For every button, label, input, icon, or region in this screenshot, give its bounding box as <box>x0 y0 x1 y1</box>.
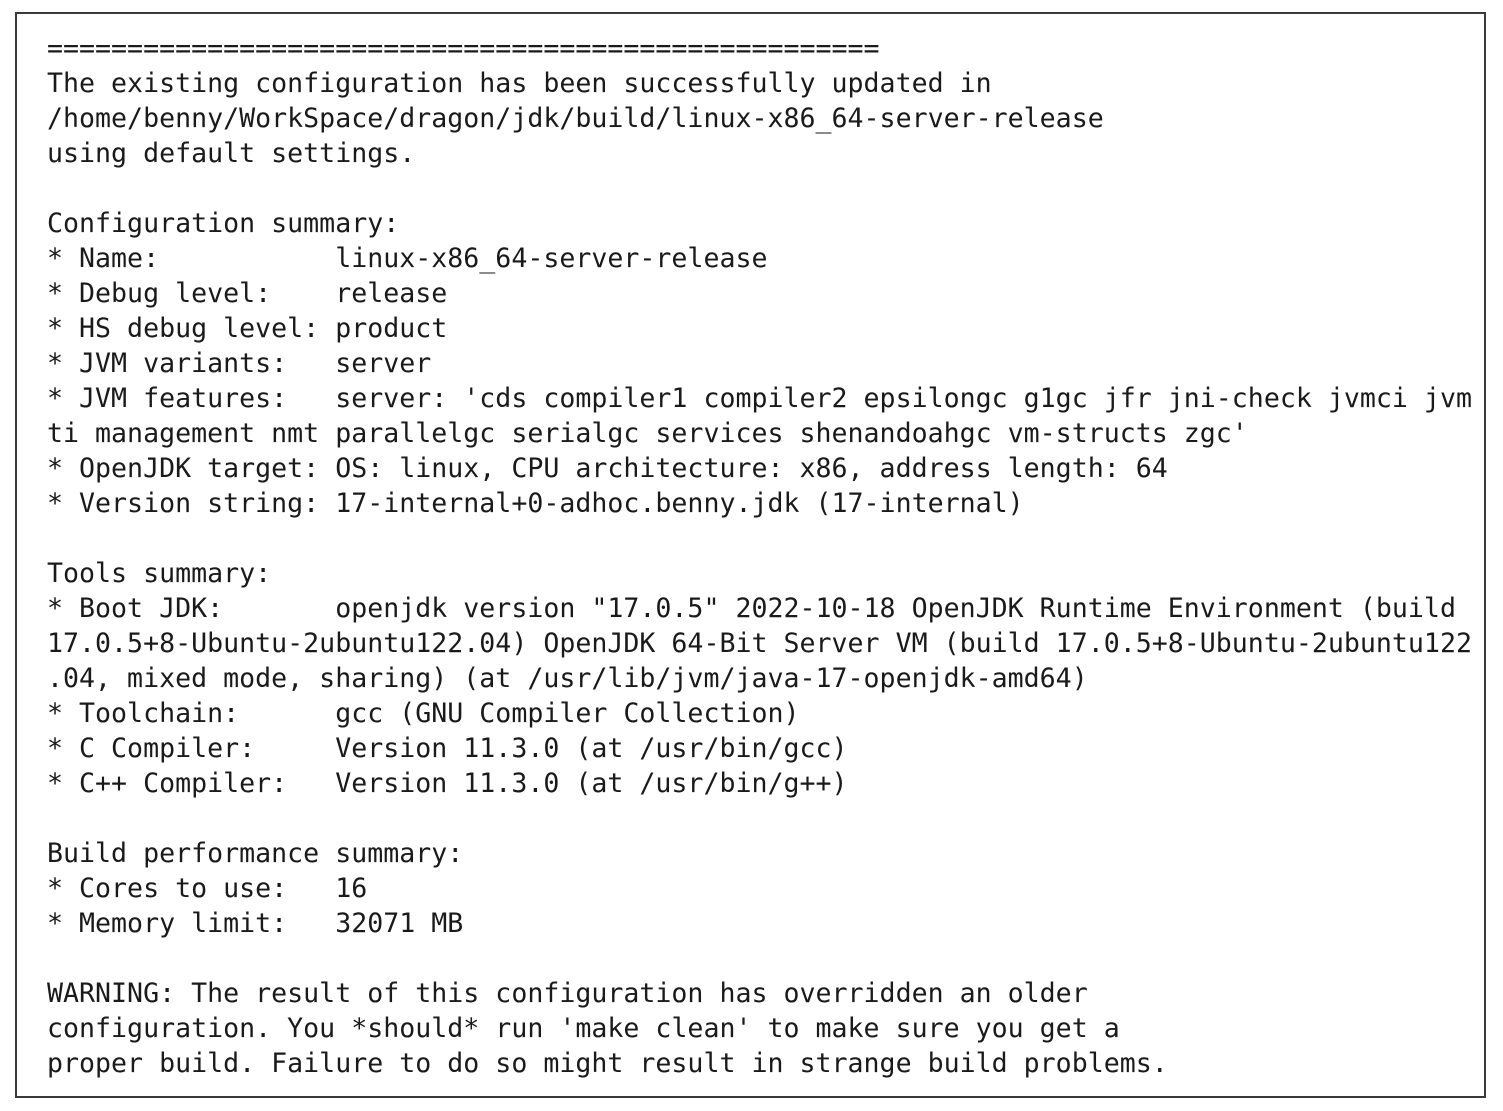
blank-line <box>47 171 1472 206</box>
perf-cores-line: * Cores to use: 16 <box>47 873 368 904</box>
config-jvm-features-line: * JVM features: server: 'cds compiler1 compiler2 epsilongc g1gc jfr jni-check jvmci jvm <box>47 383 1472 414</box>
build-path-line: /home/benny/WorkSpace/dragon/jdk/build/linux-x86_64-server-release <box>47 103 1104 134</box>
terminal-output <box>47 31 1472 1081</box>
warning-line-2: configuration. You *should* run 'make clean' to make sure you get a <box>47 1013 1120 1044</box>
default-settings-line: using default settings. <box>47 138 416 169</box>
blank-line <box>47 801 1472 836</box>
config-hs-debug-level-line: * HS debug level: product <box>47 313 448 344</box>
tools-boot-jdk-continuation-2: .04, mixed mode, sharing) (at /usr/lib/jvm/java-17-openjdk-amd64) <box>47 663 1088 694</box>
tools-boot-jdk-line: * Boot JDK: openjdk version "17.0.5" 2022-10-18 OpenJDK Runtime Environment (build <box>47 593 1456 624</box>
update-message-line: The existing configuration has been successfully updated in <box>47 68 992 99</box>
config-jvm-variants-line: * JVM variants: server <box>47 348 432 379</box>
tools-summary-heading: Tools summary: <box>47 558 272 589</box>
blank-line <box>47 521 1472 556</box>
tools-boot-jdk-continuation-1: 17.0.5+8-Ubuntu-2ubuntu122.04) OpenJDK 64-Bit Server VM (build 17.0.5+8-Ubuntu-2ubuntu122 <box>47 628 1472 659</box>
warning-line-3: proper build. Failure to do so might result in strange build problems. <box>47 1048 1168 1079</box>
configuration-summary-heading: Configuration summary: <box>47 208 400 239</box>
tools-toolchain-line: * Toolchain: gcc (GNU Compiler Collection) <box>47 698 800 729</box>
blank-line <box>47 941 1472 976</box>
config-version-string-line: * Version string: 17-internal+0-adhoc.benny.jdk (17-internal) <box>47 488 1024 519</box>
config-debug-level-line: * Debug level: release <box>47 278 448 309</box>
config-name-line: * Name: linux-x86_64-server-release <box>47 243 768 274</box>
config-jvm-features-continuation: ti management nmt parallelgc serialgc services shenandoahgc vm-structs zgc' <box>47 418 1248 449</box>
perf-memory-limit-line: * Memory limit: 32071 MB <box>47 908 464 939</box>
separator-line: ==================================================== <box>47 33 880 64</box>
tools-c-compiler-line: * C Compiler: Version 11.3.0 (at /usr/bin/gcc) <box>47 733 848 764</box>
tools-cpp-compiler-line: * C++ Compiler: Version 11.3.0 (at /usr/bin/g++) <box>47 768 848 799</box>
warning-line-1: WARNING: The result of this configuration has overridden an older <box>47 978 1088 1009</box>
config-openjdk-target-line: * OpenJDK target: OS: linux, CPU architecture: x86, address length: 64 <box>47 453 1168 484</box>
build-performance-summary-heading: Build performance summary: <box>47 838 464 869</box>
terminal-window <box>15 12 1486 1098</box>
